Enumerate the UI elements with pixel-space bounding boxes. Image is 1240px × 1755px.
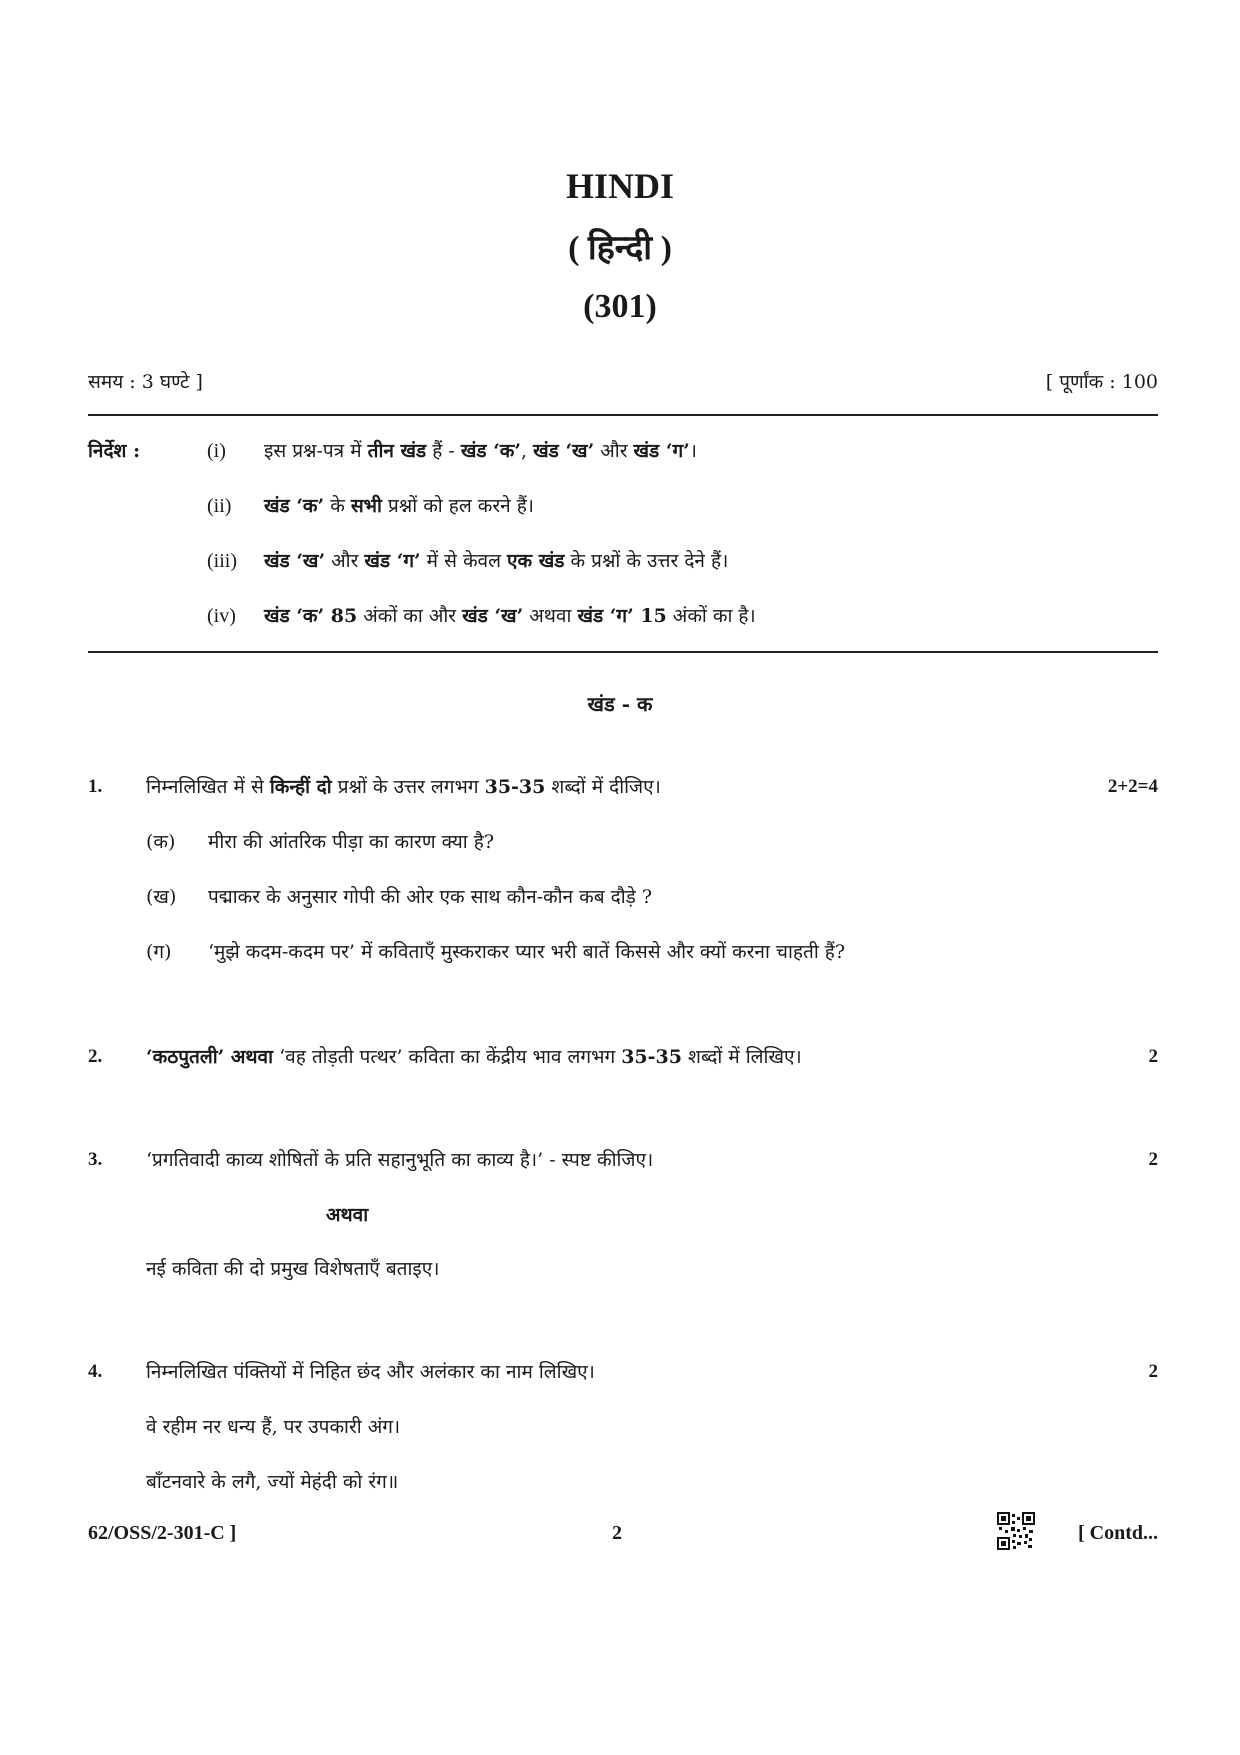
sub-question: (ख) पद्माकर के अनुसार गोपी की ओर एक साथ कौन-कौन कब दौड़े ?	[146, 886, 653, 908]
question-text: निम्नलिखित में से किन्हीं दो प्रश्नों के उत्तर लगभग 35-35 शब्दों में दीजिए।	[146, 776, 661, 798]
question-marks: 2	[1148, 1361, 1158, 1382]
instruction-item: (iv) खंड ‘क’ 85 अंकों का और खंड ‘ख’ अथवा खंड ‘ग’ 15 अंकों का है।	[207, 605, 756, 627]
question-number: 3.	[88, 1149, 103, 1170]
sub-question: (ग) ‘मुझे कदम-कदम पर’ में कविताएँ मुस्कराकर प्यार भरी बातें किससे और क्यों करना चाहती हैं?	[146, 941, 846, 963]
instruction-item: (iii) खंड ‘ख’ और खंड ‘ग’ में से केवल एक खंड के प्रश्नों के उत्तर देने हैं।	[207, 550, 729, 572]
instructions-divider	[88, 651, 1158, 653]
question-text: निम्नलिखित पंक्तियों में निहित छंद और अलंकार का नाम लिखिए।	[146, 1361, 595, 1383]
question-marks: 2	[1148, 1046, 1158, 1067]
qr-code-icon	[997, 1512, 1035, 1550]
or-label: अथवा	[326, 1204, 369, 1226]
instruction-item: (i) इस प्रश्न-पत्र में तीन खंड हैं - खंड ‘क’, खंड ‘ख’ और खंड ‘ग’।	[207, 440, 697, 462]
verse-line: बाँटनवारे के लगै, ज्यों मेहंदी को रंग॥	[146, 1471, 399, 1493]
subject-code: (301)	[583, 288, 657, 325]
top-divider	[88, 414, 1158, 416]
question-number: 4.	[88, 1361, 103, 1382]
question-number: 1.	[88, 776, 103, 797]
subject-title-hi: ( हिन्दी )	[568, 230, 672, 267]
section-heading: खंड - क	[587, 692, 653, 716]
question-text: ‘प्रगतिवादी काव्य शोषितों के प्रति सहानुभूति का काव्य है।’ - स्पष्ट कीजिए।	[146, 1149, 654, 1171]
subject-title-en: HINDI	[565, 166, 675, 206]
paper-code: 62/OSS/2-301-C ]	[88, 1522, 237, 1544]
max-marks-label: [ पूर्णांक : 100	[1045, 371, 1158, 393]
instruction-item: (ii) खंड ‘क’ के सभी प्रश्नों को हल करने हैं।	[207, 495, 534, 517]
continued-label: [ Contd...	[1077, 1522, 1158, 1544]
page-number: 2	[612, 1522, 622, 1544]
question-marks: 2+2=4	[1107, 776, 1158, 797]
instructions-label: निर्देश :	[88, 440, 141, 462]
question-number: 2.	[88, 1046, 103, 1067]
time-label: समय : 3 घण्टे ]	[88, 371, 203, 393]
alternate-question-text: नई कविता की दो प्रमुख विशेषताएँ बताइए।	[146, 1258, 440, 1280]
question-text: ‘कठपुतली’ अथवा ‘वह तोड़ती पत्थर’ कविता का केंद्रीय भाव लगभग 35-35 शब्दों में लिखिए।	[146, 1046, 802, 1068]
sub-question: (क) मीरा की आंतरिक पीड़ा का कारण क्या है?	[146, 831, 495, 853]
verse-line: वे रहीम नर धन्य हैं, पर उपकारी अंग।	[146, 1416, 401, 1438]
question-marks: 2	[1148, 1149, 1158, 1170]
